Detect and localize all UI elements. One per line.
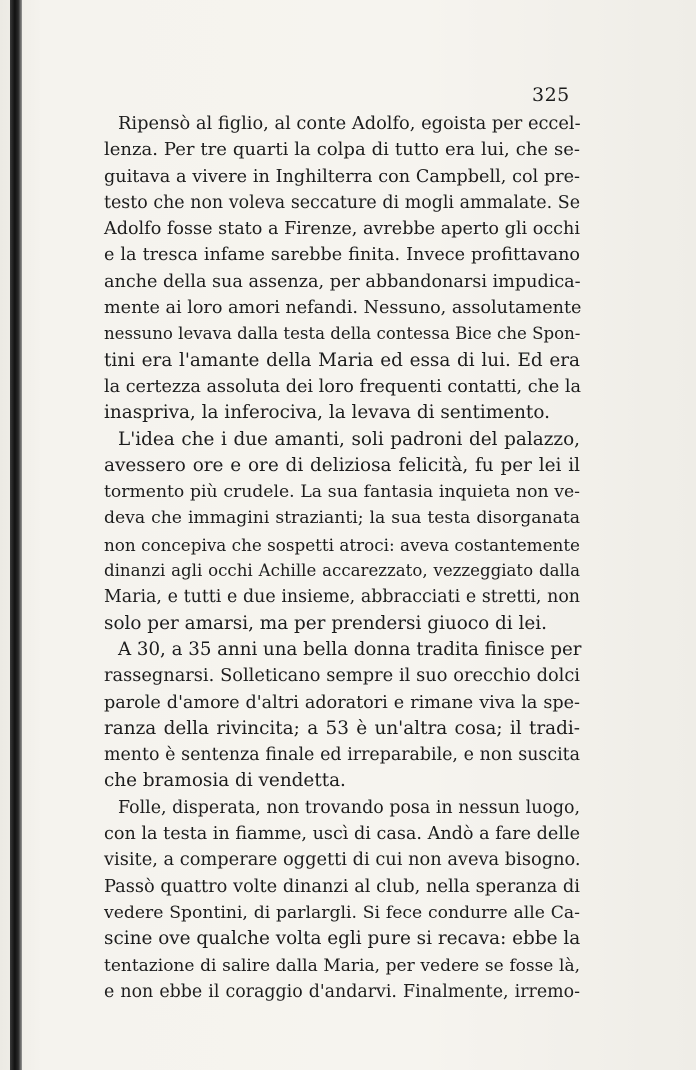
text-line: tentazione di salire dalla Maria, per vedere se fosse là, <box>104 955 580 976</box>
text-line: anche della sua assenza, per abbandonarsi impudica- <box>104 271 581 292</box>
body-text <box>104 111 580 1005</box>
text-line: A 30, a 35 anni una bella donna tradita finisce per <box>118 638 582 660</box>
text-line: e non ebbe il coraggio d'andarvi. Finalmente, irremo- <box>104 981 580 1002</box>
text-line: solo per amarsi, ma per prendersi giuoco di lei. <box>104 612 548 634</box>
text-line: avessero ore e ore di deliziosa felicità, fu per lei il <box>104 454 580 476</box>
text-line: che bramosia di vendetta. <box>104 770 346 792</box>
text-line: visite, a comperare oggetti di cui non aveva bisogno. <box>104 849 581 871</box>
text-line: deva che immagini strazianti; la sua testa disorganata <box>104 508 580 529</box>
text-line: scine ove qualche volta egli pure si recava: ebbe la <box>104 928 581 950</box>
text-line: la certezza assoluta dei loro frequenti contatti, che la <box>104 376 581 397</box>
text-line: ranza della rivincita; a 53 è un'altra cosa; il tradi- <box>104 717 580 739</box>
text-line: tormento più crudele. La sua fantasia inquieta non ve- <box>104 482 580 503</box>
text-line: Maria, e tutti e due insieme, abbracciati e stretti, non <box>104 587 580 608</box>
text-line: guitava a vivere in Inghilterra con Campbell, col pre- <box>104 166 580 187</box>
text-line: mente ai loro amori nefandi. Nessuno, assolutamente <box>104 298 582 319</box>
book-spine-shadow <box>10 0 22 1070</box>
text-line: non concepiva che sospetti atroci: aveva costantemente <box>104 534 580 555</box>
text-line: parole d'amore d'altri adoratori e rimane viva la spe- <box>104 692 580 713</box>
text-line: lenza. Per tre quarti la colpa di tutto era lui, che se- <box>104 139 580 161</box>
text-line: inaspriva, la inferociva, la levava di sentimento. <box>104 402 550 424</box>
text-line: Ripensò al figlio, al conte Adolfo, egoista per eccel- <box>118 113 581 134</box>
text-line: e la tresca infame sarebbe finita. Invece profittavano <box>104 245 580 266</box>
text-line: Folle, disperata, non trovando posa in nessun luogo, <box>118 797 580 818</box>
text-line: rassegnarsi. Solleticano sempre il suo orecchio dolci <box>104 665 580 687</box>
text-line: con la testa in fiamme, uscì di casa. Andò a fare delle <box>104 824 580 845</box>
text-line: nessuno levava dalla testa della contessa Bice che Spon- <box>104 324 581 344</box>
text-line: vedere Spontini, di parlargli. Si fece condurre alle Ca- <box>104 902 580 923</box>
page-number: 325 <box>532 84 570 106</box>
text-line: tini era l'amante della Maria ed essa di lui. Ed era <box>104 349 580 371</box>
text-line: Adolfo fosse stato a Firenze, avrebbe aperto gli occhi <box>104 219 580 240</box>
text-line: testo che non voleva seccature di mogli ammalate. Se <box>104 192 580 213</box>
text-line: dinanzi agli occhi Achille accarezzato, vezzeggiato dalla <box>104 561 580 581</box>
text-line: mento è sentenza finale ed irreparabile, e non suscita <box>104 745 580 766</box>
text-line: Passò quattro volte dinanzi al club, nella speranza di <box>104 875 580 897</box>
text-line: L'idea che i due amanti, soli padroni del palazzo, <box>118 428 580 450</box>
